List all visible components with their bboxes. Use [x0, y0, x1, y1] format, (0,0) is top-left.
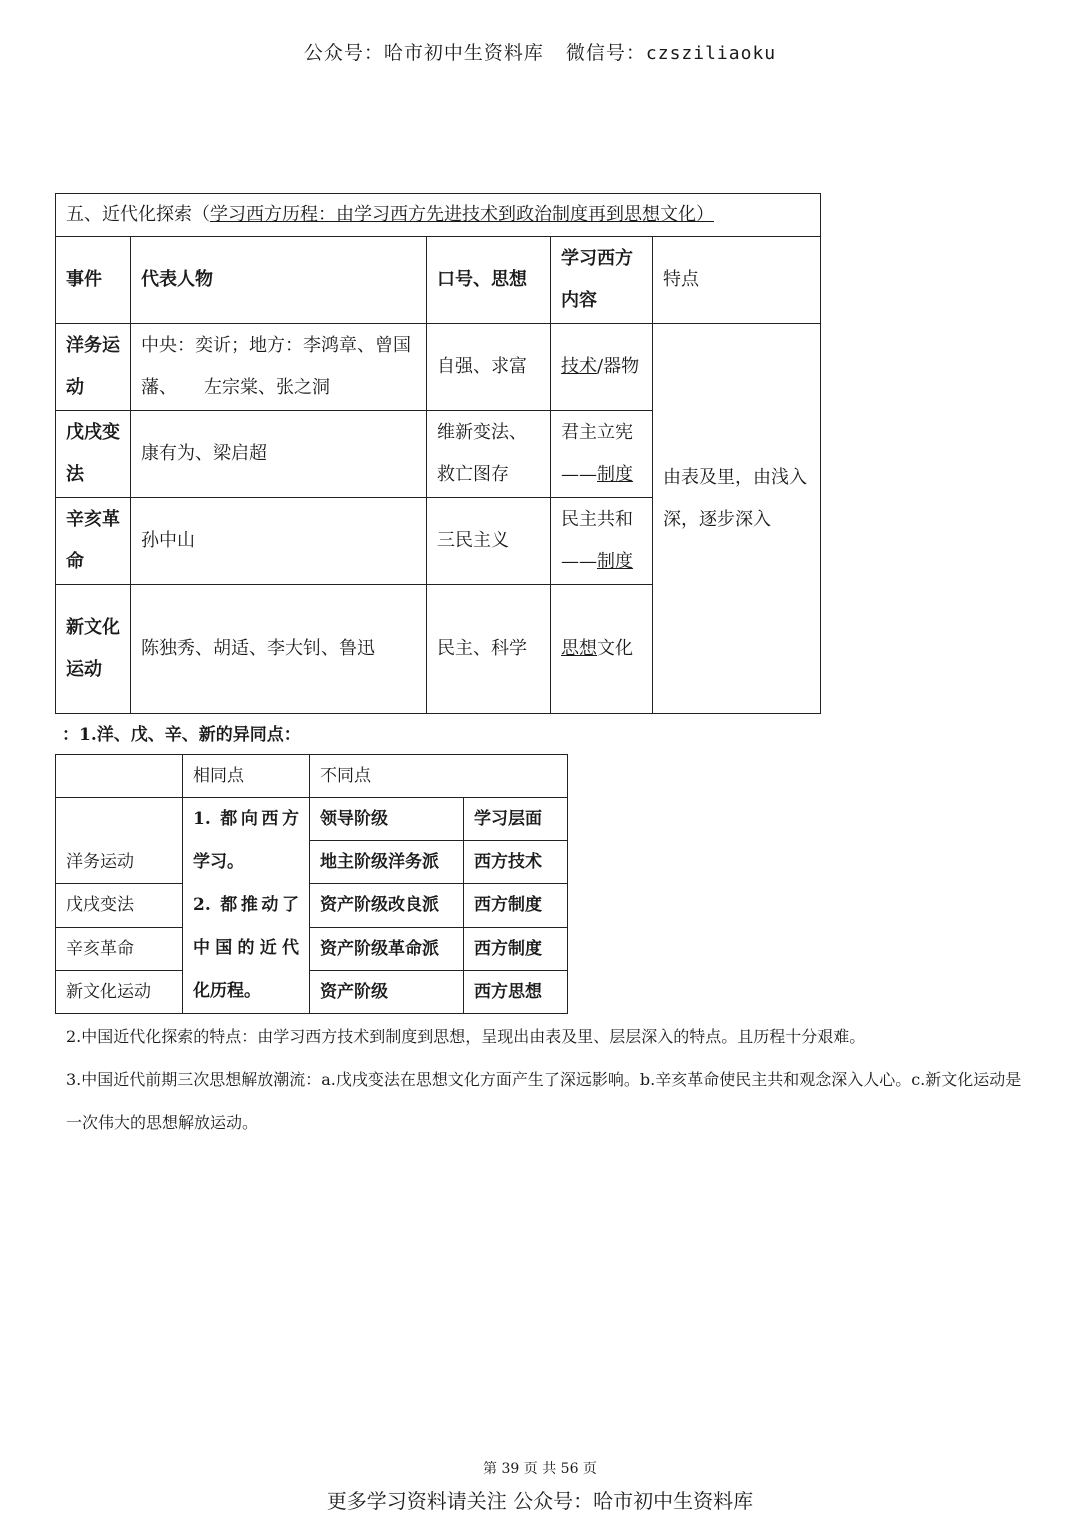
- paragraph-features: 2.中国近代化探索的特点：由学习西方技术到制度到思想，呈现出由表及里、层层深入的特点。且历程十分艰难。: [66, 1027, 866, 1046]
- event-cell: 洋务运动: [56, 324, 131, 411]
- level-cell: 西方制度: [464, 927, 568, 970]
- header-feature: 特点: [653, 237, 821, 324]
- page-number: 第 39 页 共 56 页: [483, 1461, 597, 1477]
- event-cell: 辛亥革命: [56, 498, 131, 585]
- slogan-cell: 自强、求富: [427, 324, 551, 411]
- event-cell: 戊戌变法: [56, 411, 131, 498]
- content-cell: 民主共和 ——制度: [551, 498, 653, 585]
- header-diff: 不同点: [310, 755, 568, 798]
- subheader-level: 学习层面: [464, 798, 568, 841]
- event-cell: 新文化运动: [56, 970, 183, 1013]
- comparison-caption: ：1.洋、戊、辛、新的异同点：: [62, 725, 301, 745]
- level-cell: 西方制度: [464, 884, 568, 927]
- leader-cell: 资产阶级: [310, 970, 464, 1013]
- level-cell: 西方思想: [464, 970, 568, 1013]
- modernization-table: [55, 193, 821, 714]
- same-points-cell: 1. 都向西方 学习。 2. 都推动了 中国的近代 化历程。: [183, 798, 310, 1014]
- level-cell: 西方技术: [464, 841, 568, 884]
- paragraph-thought-liberation: 3.中国近代前期三次思想解放潮流：a.戊戌变法在思想文化方面产生了深远影响。b.辛亥革命使民主共和观念深入人心。c.新文化运动是一次伟大的思想解放运动。: [66, 1070, 1022, 1132]
- slogan-cell: 民主、科学: [427, 585, 551, 714]
- corner-cell: [56, 755, 183, 798]
- leader-cell: 资产阶级改良派: [310, 884, 464, 927]
- leader-cell: 地主阶级洋务派: [310, 841, 464, 884]
- people-cell: 康有为、梁启超: [131, 411, 427, 498]
- table-row: [56, 884, 568, 927]
- table-row: [56, 324, 821, 411]
- header-wechat-label: 微信号：: [565, 42, 646, 64]
- header-event: 事件: [56, 237, 131, 324]
- header-slogan: 口号、思想: [427, 237, 551, 324]
- event-cell: 辛亥革命: [56, 927, 183, 970]
- people-cell: 中央：奕䜣；地方：李鸿章、曾国藩、 左宗棠、张之洞: [131, 324, 427, 411]
- header-account: 公众号：哈市初中生资料库: [303, 42, 544, 64]
- header-content: 学习西方内容: [551, 237, 653, 324]
- event-cell: 洋务运动: [56, 798, 183, 884]
- event-cell: 新文化运动: [56, 585, 131, 714]
- feature-cell: 由表及里，由浅入深，逐步深入: [653, 324, 821, 714]
- content-cell: 思想文化: [551, 585, 653, 714]
- content-cell: 技术/器物: [551, 324, 653, 411]
- people-cell: 陈独秀、胡适、李大钊、鲁迅: [131, 585, 427, 714]
- table-row: [56, 970, 568, 1013]
- table-title: 五、近代化探索（学习西方历程：由学习西方先进技术到政治制度再到思想文化）: [56, 194, 821, 237]
- header-people: 代表人物: [131, 237, 427, 324]
- subheader-leader: 领导阶级: [310, 798, 464, 841]
- header-same: 相同点: [183, 755, 310, 798]
- page-footer: 更多学习资料请关注 公众号：哈市初中生资料库: [326, 1489, 754, 1513]
- slogan-cell: 三民主义: [427, 498, 551, 585]
- slogan-cell: 维新变法、救亡图存: [427, 411, 551, 498]
- leader-cell: 资产阶级革命派: [310, 927, 464, 970]
- event-cell: 戊戌变法: [56, 884, 183, 927]
- table-row: [56, 927, 568, 970]
- content-cell: 君主立宪 ——制度: [551, 411, 653, 498]
- page-header: [0, 38, 1080, 65]
- header-wechat-id: czsziliaoku: [645, 43, 777, 64]
- comparison-table: [55, 754, 568, 1014]
- people-cell: 孙中山: [131, 498, 427, 585]
